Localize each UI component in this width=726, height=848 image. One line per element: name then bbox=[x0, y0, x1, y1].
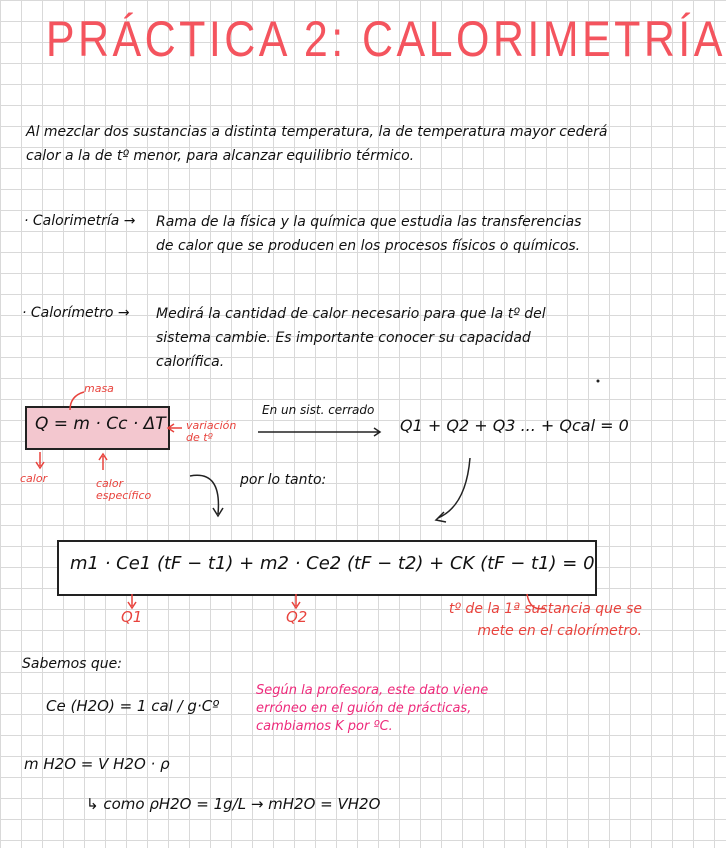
density-note: ↳ como ρH2O = 1g/L → mH2O = VH2O bbox=[86, 795, 381, 813]
closed-system-arrow bbox=[258, 428, 380, 436]
te-note: tº de la 1ª sustancia que se mete en el calorímetro. bbox=[448, 601, 642, 639]
q2-arrow bbox=[292, 594, 300, 608]
we-know-label: Sabemos que: bbox=[22, 656, 123, 672]
right-curve-arrow bbox=[436, 458, 470, 522]
closed-system-label: En un sist. cerrado bbox=[262, 403, 375, 417]
main-equation: m1 · Ce1 (tF − t1) + m2 · Ce2 (tF − t2) + CK (tF − t1) = 0 bbox=[70, 553, 595, 574]
closed-system-equation: Q1 + Q2 + Q3 ... + Qcal = 0 bbox=[400, 416, 629, 435]
variation-label: variación de tº bbox=[186, 419, 237, 444]
mass-arrow bbox=[70, 392, 84, 410]
teacher-note: Según la profesora, este dato viene erróneo en el guión de prácticas, cambiamos K por ºC. bbox=[256, 683, 489, 734]
specific-heat-label: calor específico bbox=[96, 477, 152, 502]
bullet-calorimetro-term: · Calorímetro → bbox=[22, 305, 130, 321]
therefore-label: por lo tanto: bbox=[240, 472, 327, 488]
heat-label: calor bbox=[20, 472, 48, 485]
page-title: PRÁCTICA 2: CALORIMETRÍA bbox=[45, 11, 726, 67]
specific-heat-arrow bbox=[99, 454, 107, 470]
variation-arrow bbox=[168, 424, 182, 432]
q1-arrow bbox=[128, 594, 136, 608]
intro-paragraph: Al mezclar dos sustancias a distinta temperatura, la de temperatura mayor cederá calor a la de tº menor, para alcanzar equilibrio térmico. bbox=[26, 124, 608, 164]
bullet-calorimetria-text: Rama de la física y la química que estudia las transferencias de calor que se producen en los procesos físicos o químicos. bbox=[156, 214, 582, 254]
left-curve-arrow bbox=[190, 475, 223, 516]
q1-label: Q1 bbox=[121, 608, 143, 626]
heat-formula: Q = m · Cc · ΔT bbox=[35, 414, 166, 434]
q2-label: Q2 bbox=[286, 608, 308, 626]
ce-water: Ce (H2O) = 1 cal / g·Cº bbox=[46, 697, 220, 715]
bullet-calorimetria-term: · Calorimetría → bbox=[24, 213, 136, 229]
bullet-calorimetro-text: Medirá la cantidad de calor necesario para que la tº del sistema cambie. Es importante conocer su capacidad calorífica. bbox=[156, 306, 546, 370]
stray-dot bbox=[597, 380, 600, 383]
mass-label: masa bbox=[84, 382, 114, 395]
heat-arrow bbox=[36, 452, 44, 468]
mass-water: m H2O = V H2O · ρ bbox=[24, 755, 170, 773]
te-arrow bbox=[527, 594, 545, 609]
